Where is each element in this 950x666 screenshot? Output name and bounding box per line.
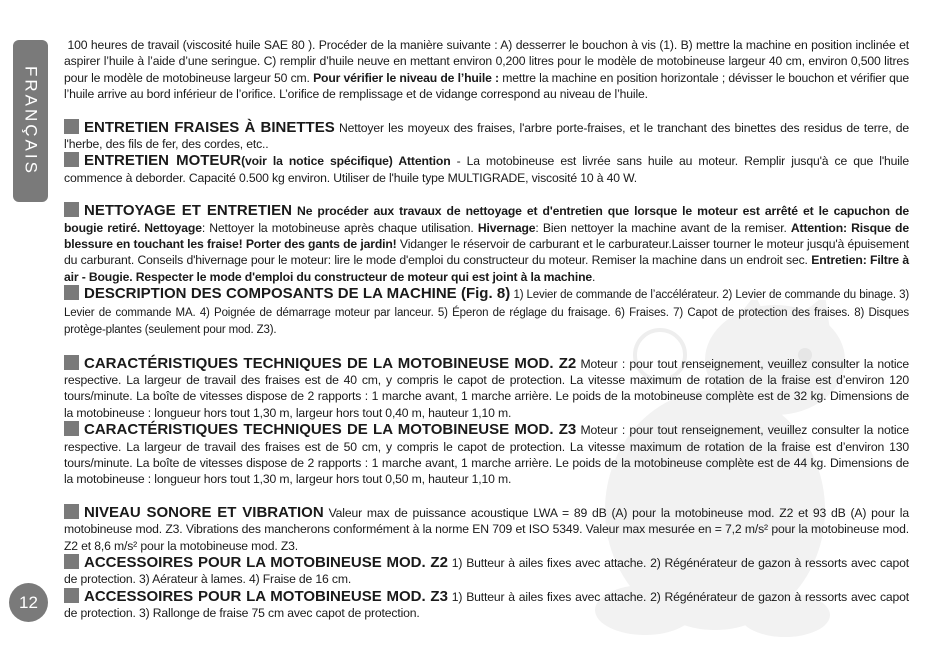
section-nettoyage: NETTOYAGE ET ENTRETIEN Ne procéder aux travaux de nettoyage et d'entretien que lorsque le moteur est arrêté et le capuchon de bougie retiré. Nettoyage: Nettoyer la motobineuse après chaque utilisation. Hivernage: Bien nettoyer la machine avant de la remiser. Attention: Risque de blessure en touchant les fraise! Porter des gants de jardin! Vidanger le réservoir de carburant et le carburateur.Laisser tourner le moteur jusqu'à épuisement du carburant. Conseils d'hivernage pour le moteur: lire le mode d'emploi du constructeur du moteur. Remiser la machine dans un endroit sec. Entretien: Filtre à air - Bougie. Respecter le mode d'emploi du constructeur de moteur qui est joint à la machine. [64,202,909,284]
section-bullet-icon [64,119,79,134]
section-heading: NETTOYAGE ET ENTRETIEN [84,202,292,220]
section-bullet-icon [64,421,79,436]
section-heading: CARACTÉRISTIQUES TECHNIQUES DE LA MOTOBINEUSE MOD. Z3 [84,421,577,439]
section-bullet-icon [64,285,79,300]
section-heading: ACCESSOIRES POUR LA MOTOBINEUSE MOD. Z2 [84,553,448,571]
section-heading: CARACTÉRISTIQUES TECHNIQUES DE LA MOTOBINEUSE MOD. Z2 [84,354,577,372]
section-accessoires-z2: ACCESSOIRES POUR LA MOTOBINEUSE MOD. Z2 1) Butteur à ailes fixes avec attache. 2) Régénérateur de gazon à ressorts avec capot de protection. 3) Aérateur à lames. 4) Fraise de 16 cm. [64,553,910,587]
page-number: 12 [9,583,48,622]
section-carac-z3: CARACTÉRISTIQUES TECHNIQUES DE LA MOTOBINEUSE MOD. Z3 Moteur : pour tout renseignement, veuillez consulter la notice respective. La largeur de travail des fraises est de 50 cm, y compris le capot de protection. La vitesse maximum de rotation de la fraise est d’environ 130 tours/minute. La boîte de vitesses dispose de 2 rapports : 1 marche avant, 1 marche arrière. Le poids de la motobineuse complète est de 44 kg. Dimensions de la motobineuse : longueur hors tout 1,30 m, largeur hors tout 0,50 m, hauteur 1,10 m. [64,421,909,487]
section-heading: DESCRIPTION DES COMPOSANTS DE LA MACHINE (Fig. 8) [84,285,511,303]
document-body [64,37,909,622]
section-bullet-icon [64,152,79,167]
section-heading: NIVEAU SONORE ET VIBRATION [84,503,324,521]
section-bullet-icon [64,554,79,569]
section-moteur: ENTRETIEN MOTEUR(voir la notice spécifique) Attention - La motobineuse est livrée sans huile au moteur. Remplir jusqu'à ce que l'huile commence à deborder. Capacité 0.500 kg environ. Utiliser de l'huile type MULTIGRADE, viscosité 10 à 40 W. [64,152,909,185]
section-heading: ACCESSOIRES POUR LA MOTOBINEUSE MOD. Z3 [84,587,448,605]
section-bullet-icon [64,355,79,370]
section-sonore: NIVEAU SONORE ET VIBRATION Valeur max de puissance acoustique LWA = 89 dB (A) pour la motobineuse mod. Z2 et 93 dB (A) pour la motobineuse mod. Z3. Vibrations des mancherons conformément à la norme EN 709 et ISO 5349. Valeur max mesurée en = 7,2 m/s² pour la motobineuse mod. Z2 et 8,6 m/s² pour la motobineuse mod. Z3. [64,503,909,553]
section-carac-z2: CARACTÉRISTIQUES TECHNIQUES DE LA MOTOBINEUSE MOD. Z2 Moteur : pour tout renseignement, veuillez consulter la notice respective. La largeur de travail des fraises est de 40 cm, y compris le capot de protection. La vitesse maximum de rotation de la fraise est d’environ 120 tours/minute. La boîte de vitesses dispose de 2 rapports : 1 marche avant, 1 marche arrière. Le poids de la motobineuse complète est de 32 kg. Dimensions de la motobineuse : longueur hors tout 1,30 m, largeur hors tout 0,40 m, hauteur 1,10 m. [64,354,909,420]
oil-change-paragraph: 100 heures de travail (viscosité huile SAE 80 ). Procéder de la manière suivante : A) desserrer le bouchon à vis (1). B) mettre la machine en position inclinée et aspirer l’huile à l’aide d’une seringue. C) remplir d’huile neuve en mettant environ 0,200 litres pour le modèle de motobineuse largeur 40 cm, environ 0,500 litres pour le modèle de motobineuse largeur 50 cm. Pour vérifier le niveau de l’huile : mettre la machine en position horizontale ; dévisser le bouchon et vérifier que l’huile arrive au bord inférieur de l’orifice. L’orifice de remplissage et de vidange correspond au niveau de l’huile. [64,38,909,102]
section-heading: ENTRETIEN MOTEUR [84,152,242,170]
section-bullet-icon [64,202,79,217]
section-description: DESCRIPTION DES COMPOSANTS DE LA MACHINE (Fig. 8) 1) Levier de commande de l’accélérateur. 2) Levier de commande du binage. 3) Levier de commande MA. 4) Poignée de démarrage moteur par lanceur. 5) Éperon de réglage du fraisage. 6) Fraises. 7) Capot de protection des fraises. 8) Disques protège-plantes (seulement pour mod. Z3). [64,285,909,337]
section-heading: ENTRETIEN FRAISES À BINETTES [84,118,335,136]
language-tab [13,40,48,202]
section-accessoires-z3: ACCESSOIRES POUR LA MOTOBINEUSE MOD. Z3 1) Butteur à ailes fixes avec attache. 2) Régénérateur de gazon à ressorts avec capot de protection. 3) Rallonge de fraise 75 cm avec capot de protection. [64,587,910,621]
section-bullet-icon [64,504,79,519]
language-label: FRANÇAIS [21,66,41,176]
section-fraises: ENTRETIEN FRAISES À BINETTES Nettoyer les moyeux des fraises, l'arbre porte-fraises, et le tranchant des binettes des residus de terre, de l'herbe, des fils de fer, des cordes, etc.. [64,118,909,152]
section-bullet-icon [64,588,79,603]
